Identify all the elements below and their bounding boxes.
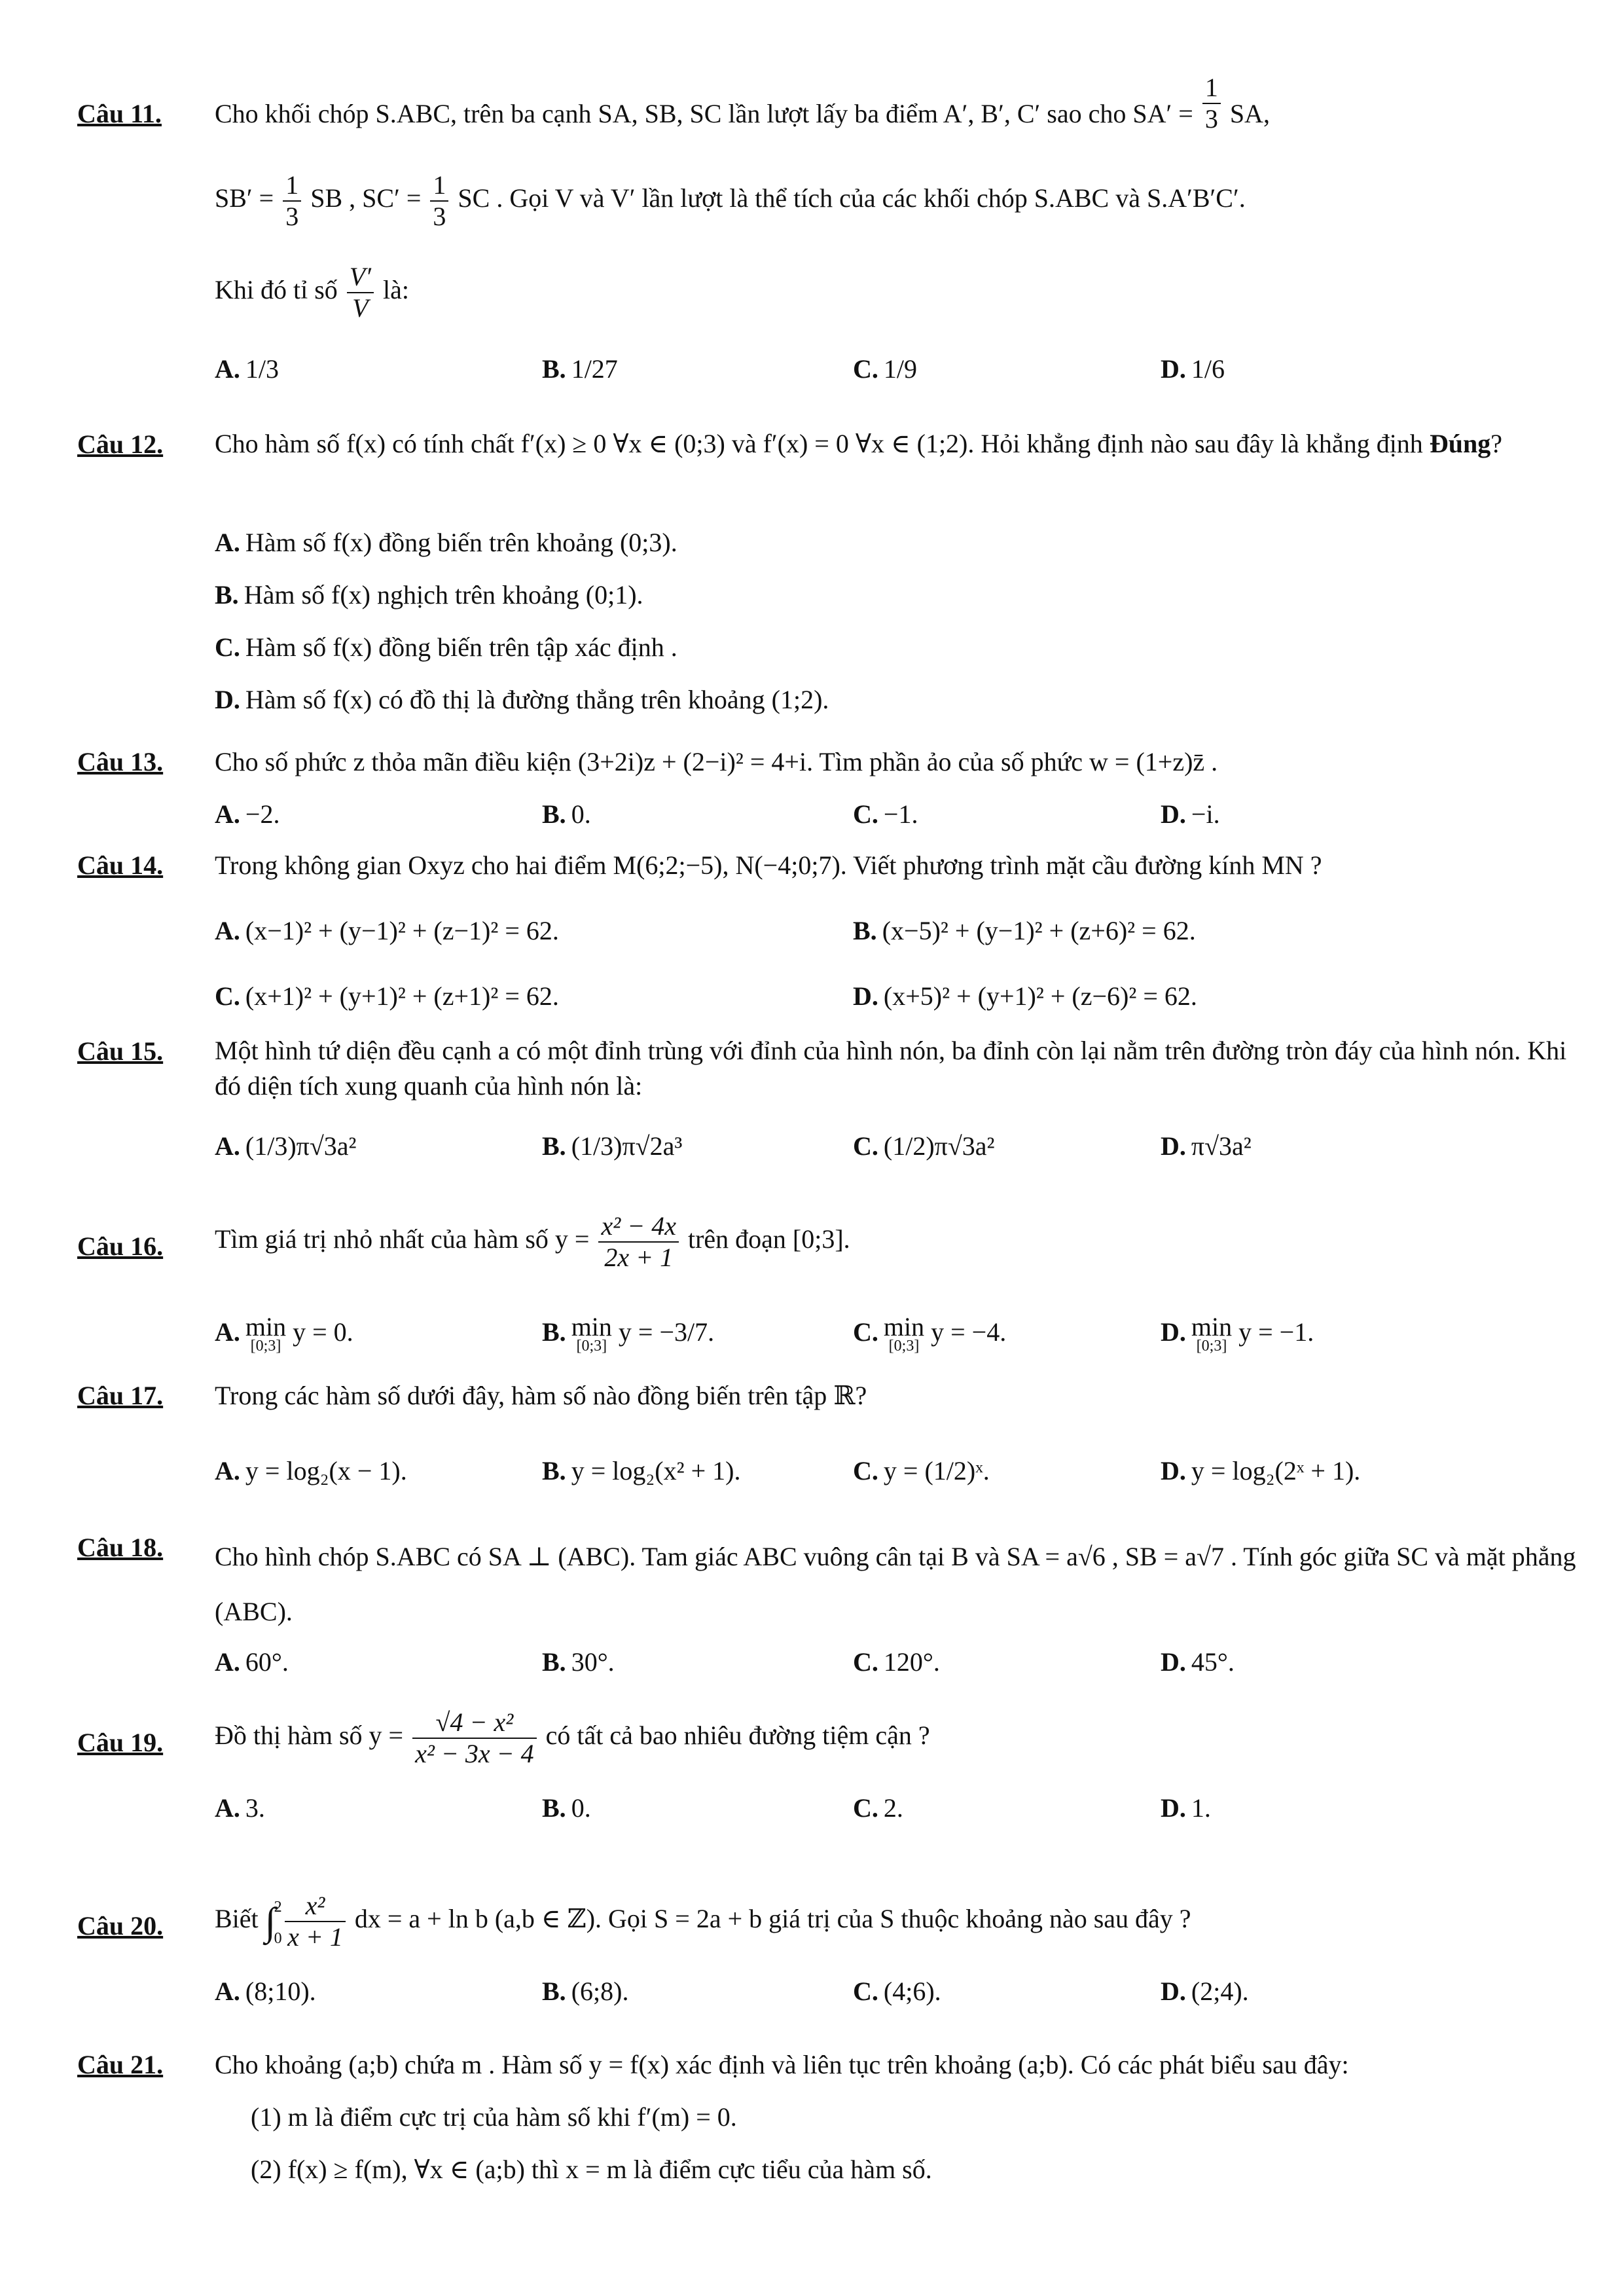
question-number: Câu 19. [77,1728,164,1757]
question-number: Câu 16. [77,1231,164,1261]
option-b[interactable]: B. 1/27 [542,354,618,384]
text-line: SB′ = [215,183,274,213]
option-c[interactable]: C. (x+1)² + (y+1)² + (z+1)² = 62. [215,981,559,1011]
option-c[interactable]: C. 120°. [853,1647,940,1677]
question-number: Câu 18. [77,1533,164,1562]
option-b[interactable]: B. Hàm số f(x) nghịch trên khoảng (0;1). [215,580,643,610]
option-b[interactable]: B. (6;8). [542,1977,629,2006]
question-text: Trong các hàm số dưới đây, hàm số nào đồng biến trên tập ℝ? [215,1381,867,1410]
option-d[interactable]: D. 1/6 [1161,354,1225,384]
option-c[interactable]: C. (1/2)π√3a² [853,1131,995,1161]
option-c[interactable]: C. −1. [853,799,918,829]
integral-sign: ∫ 2 0 [264,1899,282,1947]
question-text: Cho hình chóp S.ABC có SA ⊥ (ABC). Tam giác ABC vuông cân tại B và SA = a√6 , SB = a√7 . Tính góc giữa SC và mặt phẳng (ABC). [215,1542,1576,1626]
option-d[interactable]: D. (x+5)² + (y+1)² + (z−6)² = 62. [853,981,1197,1011]
option-a[interactable]: A. y = log₂(x − 1). [215,1456,407,1485]
option-d[interactable]: D. 45°. [1161,1647,1235,1677]
option-a[interactable]: A. 60°. [215,1647,289,1677]
fraction: $\frac{\text{x²}}{x + 1}$ [285,1891,346,1952]
statement-1: (1) m là điểm cực trị của hàm số khi f′(m) = 0. [251,2102,737,2132]
question-number: Câu 13. [77,747,164,776]
statement-2: (2) f(x) ≥ f(m), ∀x ∈ (a;b) thì x = m là điểm cực tiểu của hàm số. [251,2155,932,2184]
fraction: $\frac{\text{√4 − x²}}{\text{x² − 3x − 4}}$ [412,1707,536,1769]
option-b[interactable]: B. 30°. [542,1647,615,1677]
option-a[interactable]: A. (x−1)² + (y−1)² + (z−1)² = 62. [215,916,559,945]
option-a[interactable]: A. (8;10). [215,1977,316,2006]
option-a[interactable]: A. 3. [215,1793,265,1823]
option-d[interactable]: D. 1. [1161,1793,1211,1823]
question-number: Câu 15. [77,1036,164,1066]
question-text: Cho số phức z thỏa mãn điều kiện (3+2i)z + (2−i)² = 4+i. Tìm phần ảo của số phức w = (1+z)z̄ . [215,747,1218,776]
option-c[interactable]: C. (4;6). [853,1977,941,2006]
option-a[interactable]: A. −2. [215,799,280,829]
option-d[interactable]: D. (2;4). [1161,1977,1249,2006]
option-a[interactable]: A. Hàm số f(x) đồng biến trên khoảng (0;3). [215,528,677,557]
question-text: Tìm giá trị nhỏ nhất của hàm số y = $\frac{\text{x² − 4x}}{2x + 1}$ trên đoạn [0;3]. [215,1211,850,1272]
option-a[interactable]: A. min [0;3] y = 0. [215,1312,353,1355]
option-a[interactable]: A. 1/3 [215,354,280,384]
question-number: Câu 17. [77,1381,164,1410]
option-b[interactable]: B. 0. [542,799,591,829]
text-line: SC . Gọi V và V′ lần lượt là thể tích của các khối chóp S.ABC và S.A′B′C′. [458,183,1246,213]
option-b[interactable]: B. (1/3)π√2a³ [542,1131,683,1161]
option-b[interactable]: B. y = log₂(x² + 1). [542,1456,741,1485]
option-d[interactable]: D. π√3a² [1161,1131,1252,1161]
fraction: $\frac{1}{3}$ [1202,73,1221,134]
question-text: Đồ thị hàm số y = $\frac{\text{√4 − x²}}{\text{x² − 3x − 4}}$ có tất cả bao nhiêu đường tiệm cận ? [215,1707,930,1768]
question-text: Trong không gian Oxyz cho hai điểm M(6;2;−5), N(−4;0;7). Viết phương trình mặt cầu đường kính MN ? [215,850,1322,880]
fraction: $\frac{\text{x² − 4x}}{2x + 1}$ [598,1211,679,1273]
option-c[interactable]: C. min [0;3] y = −4. [853,1312,1007,1355]
text-line: là: [382,275,409,305]
question-text: Cho khoảng (a;b) chứa m . Hàm số y = f(x) xác định và liên tục trên khoảng (a;b). Có các phát biểu sau đây: [215,2050,1349,2079]
text-line: Khi đó tỉ số [215,275,338,305]
option-a[interactable]: A. (1/3)π√3a² [215,1131,357,1161]
question-text: Cho hàm số f(x) có tính chất f′(x) ≥ 0 ∀x ∈ (0;3) và f′(x) = 0 ∀x ∈ (1;2). Hỏi khẳng định nào sau đây là khẳng định Đúng? [215,429,1502,458]
question-text: Một hình tứ diện đều cạnh a có một đỉnh trùng với đỉnh của hình nón, ba đỉnh còn lại nằm trên đường tròn đáy của hình nón. Khi đó diện tích xung quanh của hình nón là: [215,1036,1567,1101]
option-b[interactable]: B. 0. [542,1793,591,1823]
option-d[interactable]: D. y = log₂(2ˣ + 1). [1161,1456,1361,1485]
option-d[interactable]: D. −i. [1161,799,1220,829]
question-text: Biết ∫ 2 0 $\frac{\text{x²}}{x + 1}$ dx = a + ln b (a,b ∈ ℤ). Gọi S = 2a + b giá trị của S thuộc khoảng nào sau đây ? [215,1891,1191,1952]
fraction: $\frac{1}{3}$ [283,170,301,232]
fraction: $\frac{1}{3}$ [430,170,448,232]
question-number: Câu 21. [77,2050,164,2079]
text-line: Cho khối chóp S.ABC, trên ba cạnh SA, SB, SC lần lượt lấy ba điểm A′, B′, C′ sao cho SA′ = [215,99,1193,128]
question-text [215,72,1270,134]
text-line: SB , SC′ = [310,183,422,213]
question-text [215,170,1246,232]
question-number: Câu 11. [77,99,162,128]
option-c[interactable]: C. 1/9 [853,354,918,384]
option-d[interactable]: D. min [0;3] y = −1. [1161,1312,1314,1355]
text-line: SA, [1229,99,1270,128]
question-number: Câu 12. [77,429,164,459]
question-number: Câu 14. [77,850,164,880]
option-c[interactable]: C. 2. [853,1793,903,1823]
option-d[interactable]: D. Hàm số f(x) có đồ thị là đường thẳng trên khoảng (1;2). [215,685,829,714]
option-c[interactable]: C. Hàm số f(x) đồng biến trên tập xác định . [215,632,677,662]
option-b[interactable]: B. (x−5)² + (y−1)² + (z+6)² = 62. [853,916,1196,945]
option-c[interactable]: C. y = (1/2)ˣ. [853,1456,990,1485]
question-number: Câu 20. [77,1911,164,1941]
question-text [215,262,409,323]
option-b[interactable]: B. min [0;3] y = −3/7. [542,1312,715,1355]
fraction: $\frac{V'}{V}$ [347,262,374,323]
